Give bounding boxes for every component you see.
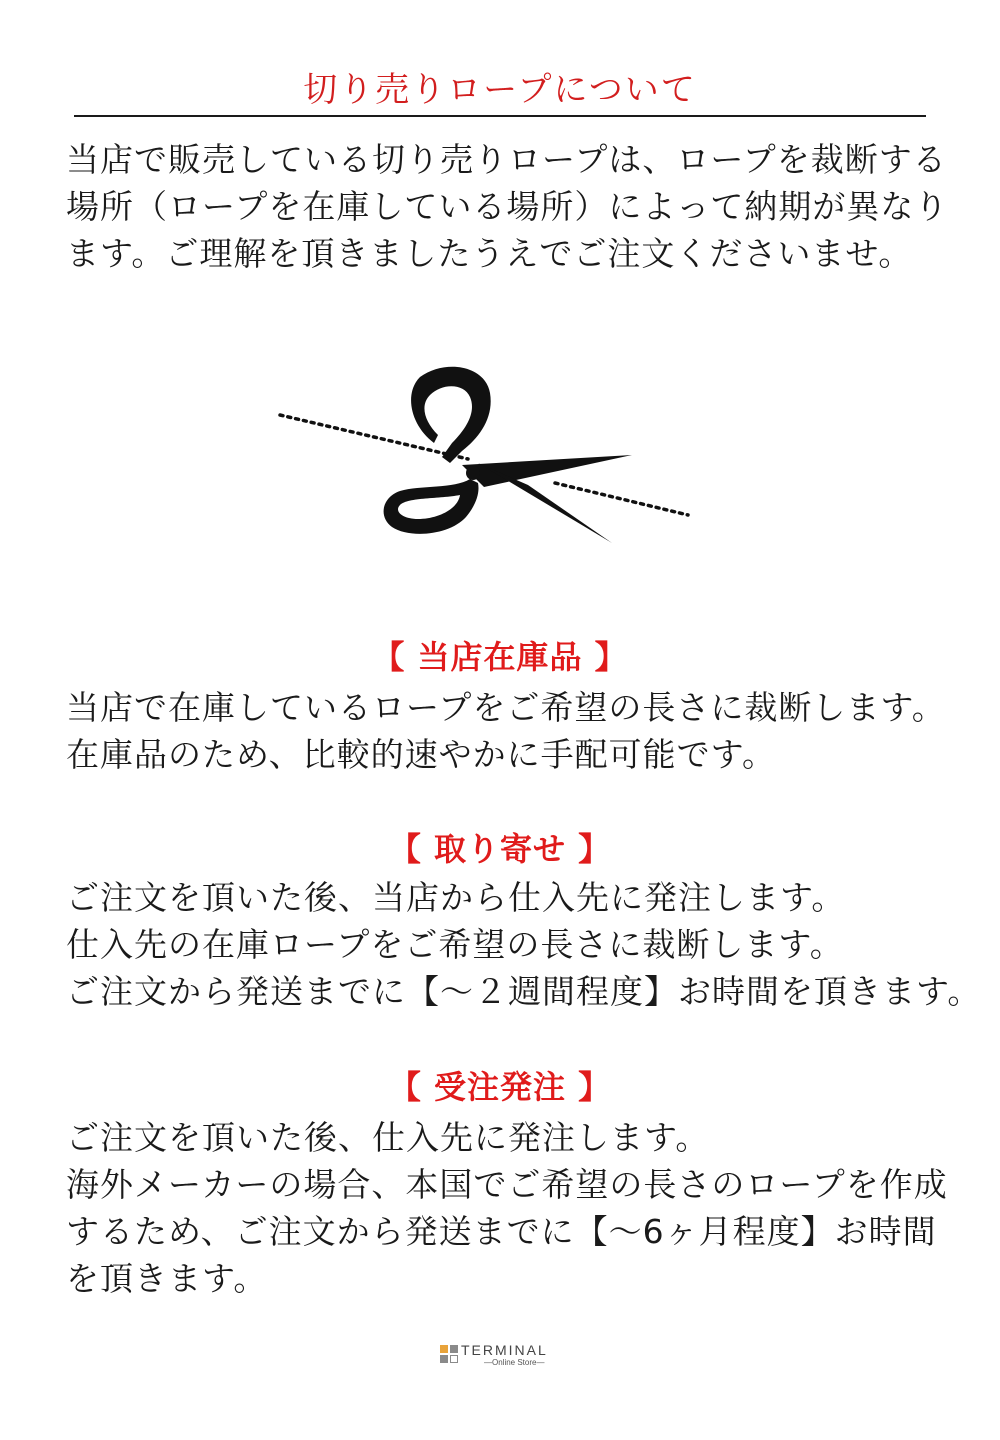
page-title: 切り売りロープについて [303, 70, 697, 110]
pivot [466, 466, 480, 480]
section-line: 在庫品のため、比較的速やかに手配可能です。 [66, 735, 777, 774]
section-line: 当店で在庫しているロープをご希望の長さに裁断します。 [66, 688, 946, 727]
section-line: ご注文を頂いた後、当店から仕入先に発注します。 [66, 878, 846, 917]
intro-paragraph [66, 136, 966, 277]
logo-text: TERMINAL [461, 1342, 548, 1358]
logo-mark-icon [440, 1345, 458, 1363]
intro-line: 場所（ロープを在庫している場所）によって納期が異なり [66, 187, 949, 226]
cut-line-right [555, 483, 688, 515]
section-line: ご注文から発送までに【～２週間程度】お時間を頂きます。 [66, 972, 982, 1011]
section-line: するため、ご注文から発送までに【～6ヶ月程度】お時間 [66, 1212, 937, 1251]
section-heading-order: 【 取り寄せ 】 [388, 830, 612, 868]
logo-subtext: —Online Store— [484, 1358, 545, 1367]
cut-line-left [280, 415, 468, 459]
section-body-order [66, 874, 982, 1015]
section-heading-stock: 【 当店在庫品 】 [372, 638, 628, 676]
section-line: ご注文を頂いた後、仕入先に発注します。 [66, 1118, 710, 1157]
lower-blade [478, 463, 612, 543]
intro-line: 当店で販売している切り売りロープは、ロープを裁断する [66, 140, 947, 179]
section-body-stock [66, 684, 966, 778]
scissors-icon [270, 355, 710, 555]
section-heading-custom: 【 受注発注 】 [388, 1068, 612, 1106]
title-divider [74, 115, 926, 117]
section-line: 仕入先の在庫ロープをご希望の長さに裁断します。 [66, 925, 844, 964]
section-line: 海外メーカーの場合、本国でご希望の長さのロープを作成 [66, 1165, 948, 1204]
upper-blade [462, 455, 632, 487]
section-body-custom [66, 1114, 966, 1302]
intro-line: ます。ご理解を頂きましたうえでご注文くださいませ。 [66, 234, 913, 273]
lower-handle [384, 479, 479, 534]
section-line: を頂きます。 [66, 1259, 268, 1298]
terminal-logo [440, 1343, 564, 1371]
